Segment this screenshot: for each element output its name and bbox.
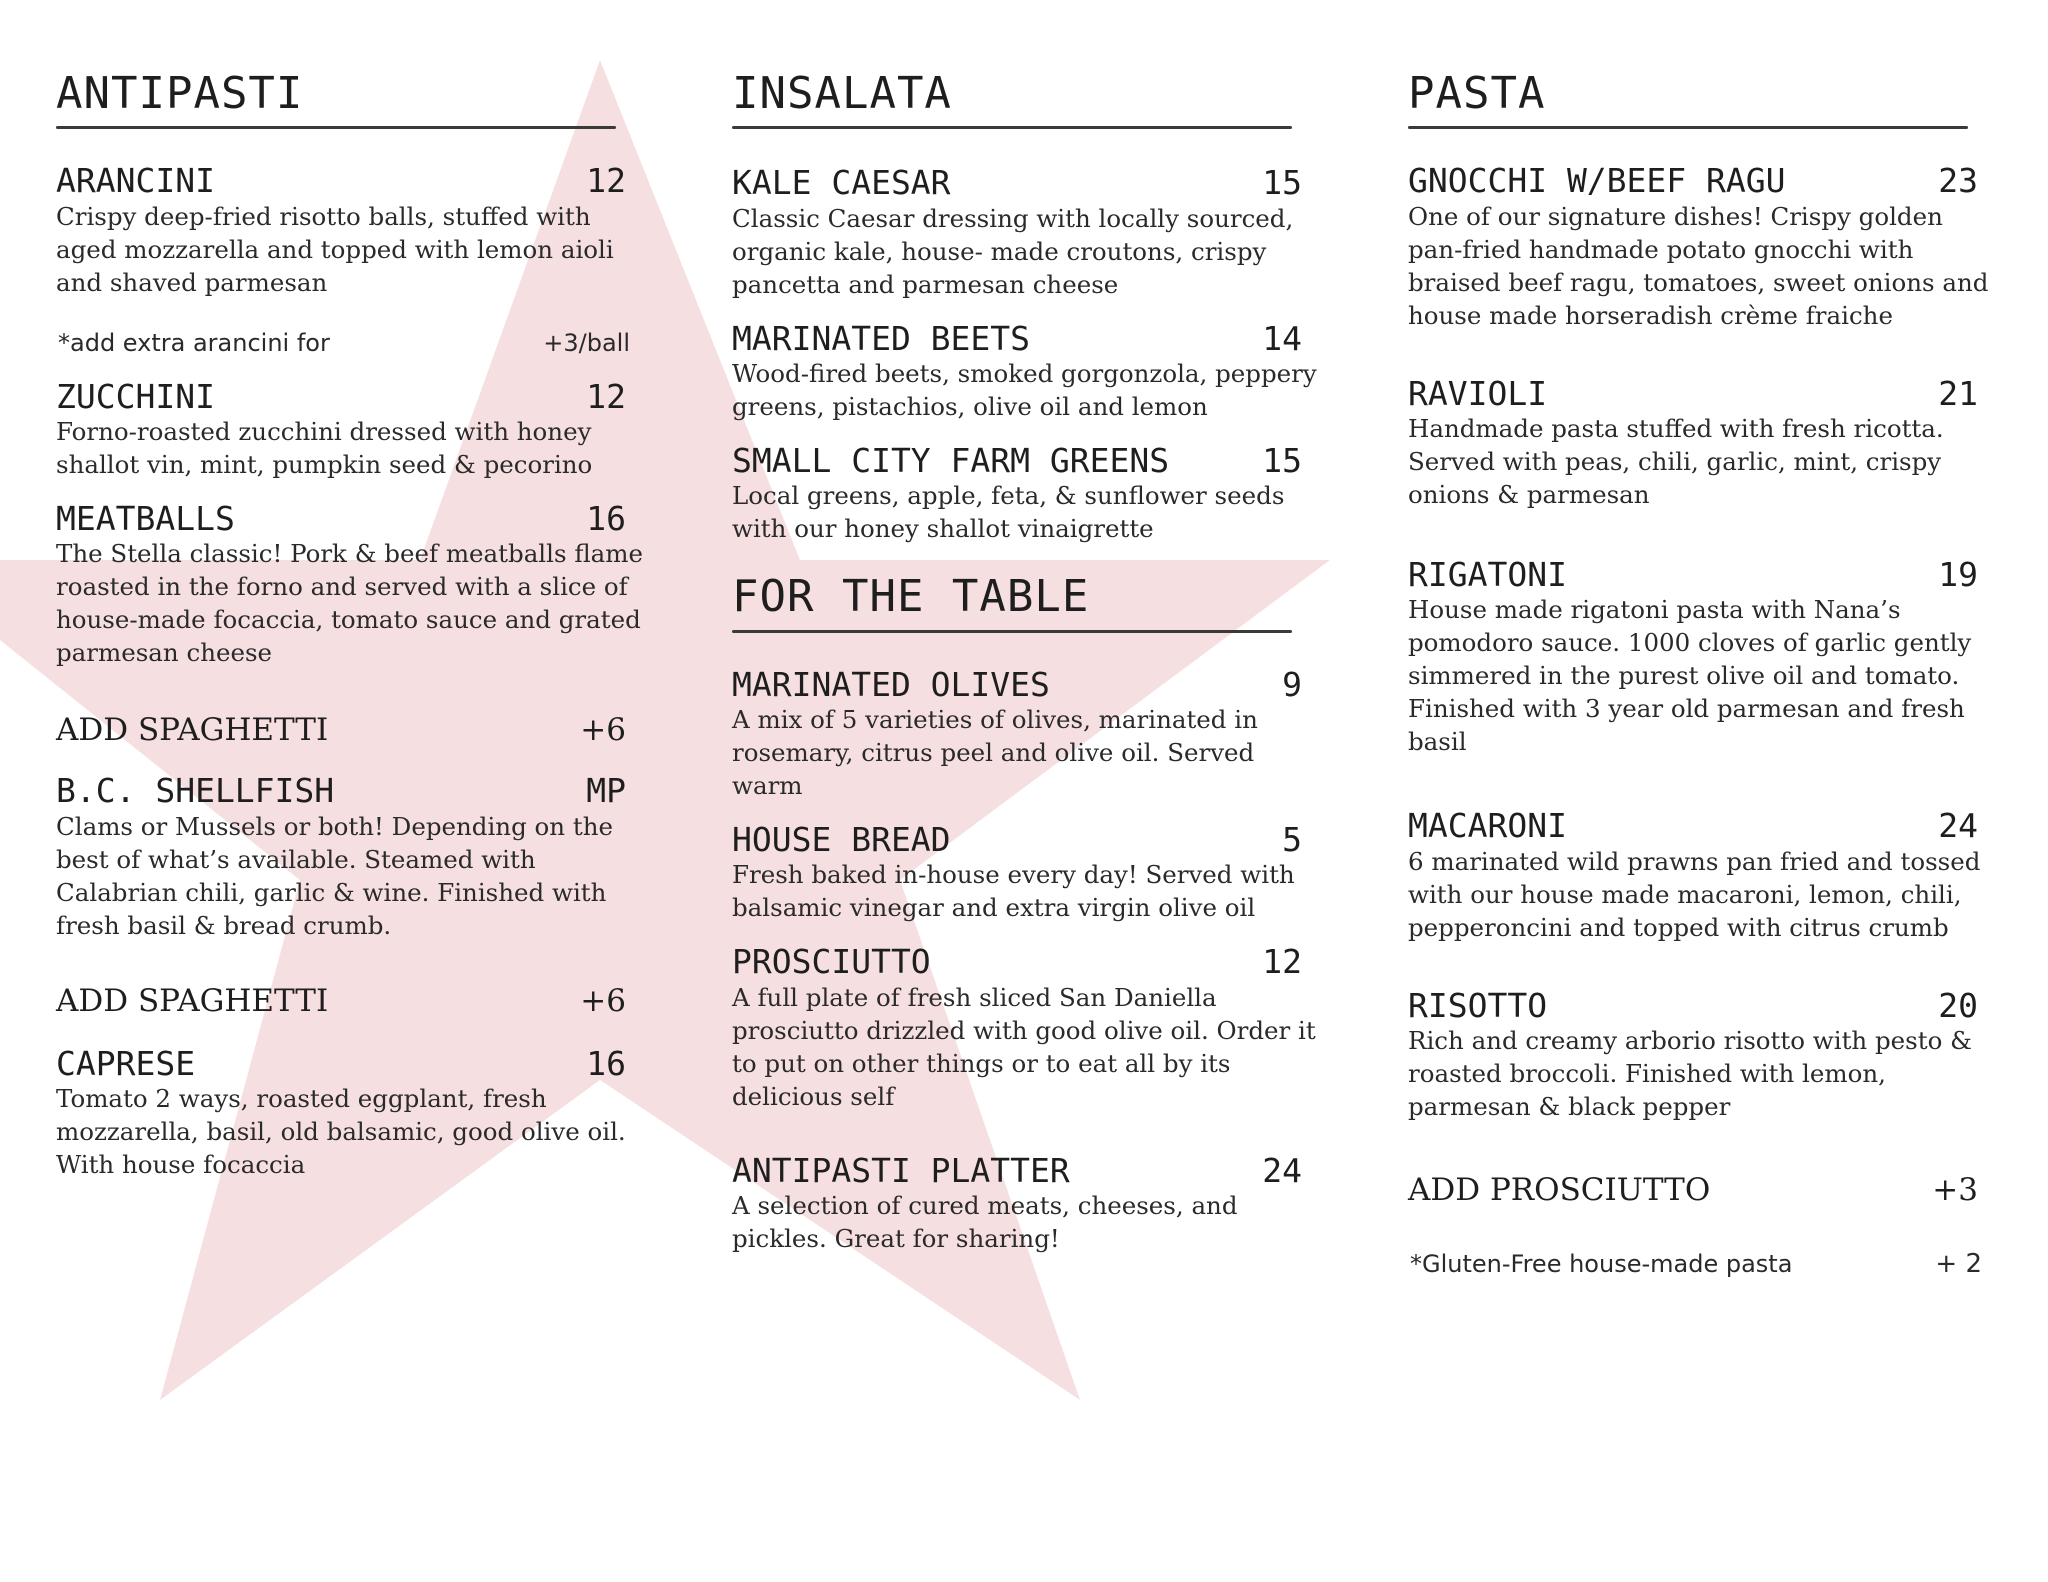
- menu-item-shellfish: [56, 773, 646, 941]
- add-label: ADD PROSCIUTTO: [1408, 1171, 1711, 1208]
- item-header: [56, 498, 626, 538]
- item-price: 23: [1938, 161, 1978, 201]
- item-header: [56, 163, 626, 199]
- item-header: [732, 944, 1302, 980]
- item-price: 15: [1262, 440, 1302, 480]
- item-name: KALE CAESAR: [732, 163, 951, 203]
- section-rule: [732, 630, 1292, 633]
- item-description: House made rigatoni pasta with Nana’s pomodoro sauce. 1000 cloves of garlic gently simmered in the purest olive oil and tomato. Finished with 3 year old parmesan and fresh basil: [1408, 595, 1972, 757]
- menu-item-zucchini: [56, 376, 646, 481]
- item-price: 12: [586, 161, 626, 201]
- item-header: [732, 318, 1302, 358]
- item-header: [1408, 373, 1978, 413]
- menu-item-marinated-olives: [732, 664, 1322, 802]
- menu-item-macaroni: [1408, 808, 1998, 943]
- arancini-note: [56, 329, 630, 357]
- item-price: 24: [1938, 806, 1978, 846]
- item-price: 15: [1262, 163, 1302, 203]
- add-price: +6: [580, 712, 626, 749]
- add-price: +6: [580, 982, 626, 1019]
- item-name: MACARONI: [1408, 806, 1567, 846]
- item-description: Tomato 2 ways, roasted eggplant, fresh mozzarella, basil, old balsamic, good olive oil. With house focaccia: [56, 1084, 626, 1180]
- item-header: [56, 1043, 626, 1083]
- item-description: Clams or Mussels or both! Depending on the best of what’s available. Steamed with Calabrian chili, garlic & wine. Finished with fresh basil & bread crumb.: [56, 811, 613, 940]
- item-price: 21: [1938, 373, 1978, 413]
- item-description: Wood-fired beets, smoked gorgonzola, peppery greens, pistachios, olive oil and lemon: [732, 358, 1317, 421]
- item-header: [732, 664, 1302, 704]
- item-name: MARINATED OLIVES: [732, 664, 1050, 704]
- section-title-for-the-table: FOR THE TABLE: [732, 571, 1090, 623]
- item-price: 16: [586, 498, 626, 538]
- item-header: [56, 376, 626, 416]
- item-description: Fresh baked in-house every day! Served with balsamic vinegar and extra virgin olive oil: [732, 860, 1295, 923]
- item-name: MARINATED BEETS: [732, 318, 1031, 358]
- item-price: 16: [586, 1043, 626, 1083]
- column-antipasti: [56, 70, 646, 1181]
- add-spaghetti-option-2: [56, 984, 626, 1018]
- item-name: ARANCINI: [56, 161, 215, 201]
- menu-item-ravioli: [1408, 373, 1998, 511]
- item-price: 12: [586, 376, 626, 416]
- add-label: ADD SPAGHETTI: [56, 712, 329, 749]
- menu-item-antipasti-platter: [732, 1150, 1322, 1255]
- item-description: A full plate of fresh sliced San Daniella prosciutto drizzled with good olive oil. Order it to put on other things or to eat all by its delicious self: [732, 982, 1316, 1111]
- item-header: [1408, 163, 1978, 199]
- item-header: [56, 773, 626, 809]
- item-header: [732, 165, 1302, 201]
- menu-item-gnocchi: [1408, 163, 1998, 331]
- menu-item-caprese: [56, 1043, 646, 1181]
- item-description: Handmade pasta stuffed with fresh ricotta. Served with peas, chili, garlic, mint, crispy onions & parmesan: [1408, 413, 1944, 509]
- item-header: [732, 819, 1302, 859]
- item-name: ANTIPASTI PLATTER: [732, 1150, 1070, 1190]
- note-label: *add extra arancini for: [58, 328, 330, 357]
- item-description: A mix of 5 varieties of olives, marinated in rosemary, citrus peel and olive oil. Served warm: [732, 704, 1258, 800]
- menu-item-prosciutto: [732, 944, 1322, 1112]
- item-header: [1408, 808, 1978, 844]
- item-header: [732, 440, 1302, 480]
- item-header: [732, 1150, 1302, 1190]
- add-prosciutto-option: [1408, 1173, 1978, 1207]
- note-label: *Gluten-Free house-made pasta: [1410, 1249, 1793, 1278]
- item-price: 5: [1282, 819, 1302, 859]
- item-name: CAPRESE: [56, 1043, 196, 1083]
- item-price: 14: [1262, 318, 1302, 358]
- item-price: 9: [1282, 664, 1302, 704]
- item-header: [1408, 985, 1978, 1025]
- item-price: 12: [1262, 942, 1302, 982]
- menu-item-arancini: [56, 163, 646, 298]
- item-description: Forno-roasted zucchini dressed with honey shallot vin, mint, pumpkin seed & pecorino: [56, 416, 593, 479]
- add-spaghetti-option: [56, 713, 626, 747]
- add-price: +3: [1932, 1171, 1978, 1208]
- item-price: 20: [1938, 985, 1978, 1025]
- item-name: MEATBALLS: [56, 498, 235, 538]
- item-name: HOUSE BREAD: [732, 819, 951, 859]
- item-header: [1408, 554, 1978, 594]
- column-pasta: [1408, 70, 1998, 1279]
- item-description: Local greens, apple, feta, & sunflower seeds with our honey shallot vinaigrette: [732, 481, 1285, 544]
- item-description: Rich and creamy arborio risotto with pesto & roasted broccoli. Finished with lemon, parmesan & black pepper: [1408, 1025, 1972, 1121]
- section-title-pasta: PASTA: [1408, 68, 1546, 119]
- item-name: B.C. SHELLFISH: [56, 771, 335, 811]
- note-price: + 2: [1935, 1248, 1982, 1279]
- section-rule: [732, 126, 1292, 129]
- item-description: Classic Caesar dressing with locally sourced, organic kale, house- made croutons, crispy pancetta and parmesan cheese: [732, 203, 1294, 299]
- item-price: 19: [1938, 554, 1978, 594]
- menu-item-rigatoni: [1408, 554, 1998, 758]
- item-name: ZUCCHINI: [56, 376, 215, 416]
- menu-item-marinated-beets: [732, 318, 1322, 423]
- item-description: 6 marinated wild prawns pan fried and tossed with our house made macaroni, lemon, chili, pepperoncini and topped with citrus crumb: [1408, 846, 1981, 942]
- gluten-free-note: [1408, 1249, 1982, 1279]
- note-price: +3/ball: [543, 328, 630, 357]
- item-name: RIGATONI: [1408, 554, 1567, 594]
- menu-item-farm-greens: [732, 440, 1322, 545]
- item-name: RAVIOLI: [1408, 373, 1548, 413]
- item-name: SMALL CITY FARM GREENS: [732, 440, 1170, 480]
- menu-item-house-bread: [732, 819, 1322, 924]
- menu-item-risotto: [1408, 985, 1998, 1123]
- item-name: PROSCIUTTO: [732, 942, 931, 982]
- item-name: GNOCCHI W/BEEF RAGU: [1408, 161, 1786, 201]
- section-title-antipasti: ANTIPASTI: [56, 68, 304, 119]
- item-price: 24: [1262, 1150, 1302, 1190]
- item-description: A selection of cured meats, cheeses, and pickles. Great for sharing!: [732, 1190, 1238, 1253]
- section-rule: [56, 126, 616, 129]
- menu-item-kale-caesar: [732, 165, 1322, 300]
- column-insalata: [732, 70, 1322, 1255]
- item-description: Crispy deep-fried risotto balls, stuffed with aged mozzarella and topped with lemon aioli and shaved parmesan: [56, 201, 614, 297]
- add-label: ADD SPAGHETTI: [56, 982, 329, 1019]
- item-description: One of our signature dishes! Crispy golden pan-fried handmade potato gnocchi with braised beef ragu, tomatoes, sweet onions and house made horseradish crème fraiche: [1408, 201, 1989, 330]
- menu-item-meatballs: [56, 498, 646, 669]
- item-name: RISOTTO: [1408, 985, 1548, 1025]
- section-rule: [1408, 126, 1968, 129]
- section-title-insalata: INSALATA: [732, 68, 952, 119]
- item-description: The Stella classic! Pork & beef meatballs flame roasted in the forno and served with a slice of house-made focaccia, tomato sauce and grated parmesan cheese: [56, 539, 644, 668]
- item-price: MP: [586, 771, 626, 811]
